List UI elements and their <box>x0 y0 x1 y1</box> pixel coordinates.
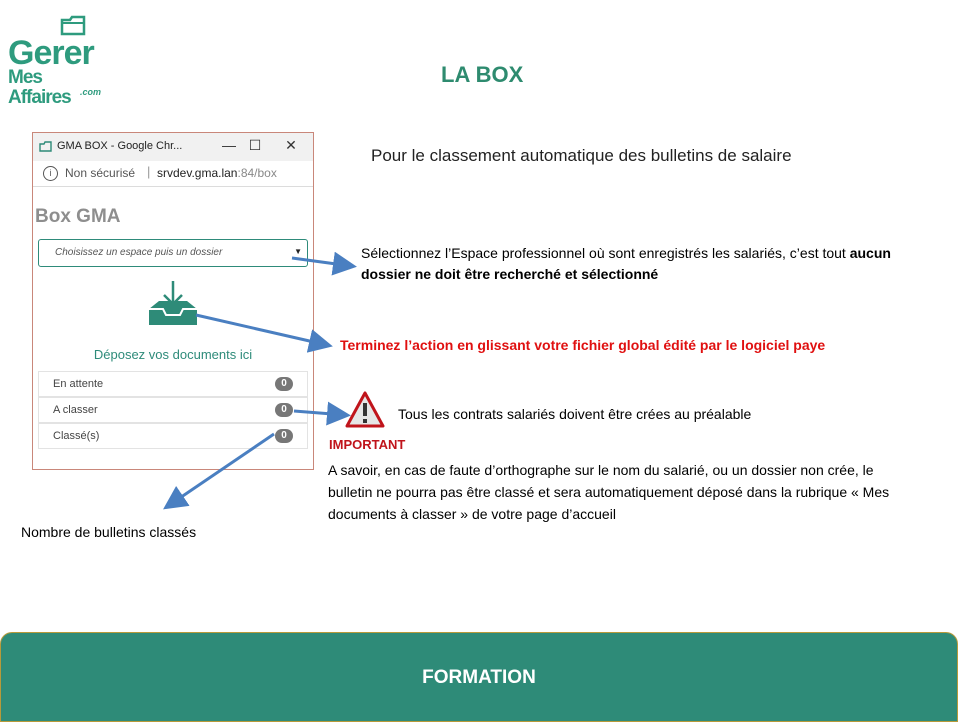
logo-word-com: .com <box>80 87 102 97</box>
subtitle: Pour le classement automatique des bulletins de salaire <box>371 146 792 165</box>
count-badge: 0 <box>275 403 293 417</box>
url-host: srvdev.gma.lan <box>157 166 238 180</box>
page-title: LA BOX <box>441 62 524 87</box>
logo-word-mes-affaires: Mes Affaires <box>8 67 71 108</box>
arrow-to-select <box>292 258 351 266</box>
security-label: Non sécurisé <box>65 166 136 180</box>
annotation-classified-count: Nombre de bulletins classés <box>21 524 197 540</box>
annotation-select-space-bold: aucun dossier ne doit être recherché et sélectionné <box>361 245 891 282</box>
browser-tab-title: GMA BOX - Google Chr... <box>57 140 183 152</box>
select-placeholder: Choisissez un espace puis un dossier <box>55 247 223 258</box>
annotation-spelling-note: A savoir, en cas de faute d’orthographe sur le nom du salarié, ou un dossier non crée, le bulletin ne pourra pas être classé et sera automatiquement déposé dans la rubrique « Mes documents à classer » de votre page d’accueil <box>328 462 890 522</box>
annotation-drag-file: Terminez l’action en glissant votre fichier global édité par le logiciel paye <box>340 337 826 353</box>
maximize-button[interactable]: ☐ <box>248 137 262 153</box>
drop-zone-label[interactable]: Déposez vos documents ici <box>93 347 253 362</box>
address-separator: | <box>147 164 151 179</box>
url-path: :84/box <box>237 166 277 180</box>
count-badge: 0 <box>275 429 293 443</box>
annotation-select-space-text: Sélectionnez l’Espace professionnel où sont enregistrés les salariés, c’est tout <box>361 245 850 261</box>
caret-down-icon: ▼ <box>294 247 302 256</box>
list-item-label: A classer <box>53 404 98 416</box>
info-icon[interactable]: i <box>43 166 58 181</box>
close-button[interactable]: ✕ <box>285 137 297 153</box>
list-item-label: En attente <box>53 378 104 390</box>
list-item-label: Classé(s) <box>53 430 100 442</box>
arrow-to-count <box>168 434 274 506</box>
arrow-to-warning <box>294 411 345 415</box>
count-badge: 0 <box>275 377 293 391</box>
annotation-contracts: Tous les contrats salariés doivent être crées au préalable <box>398 406 752 422</box>
arrow-to-drop <box>196 315 327 345</box>
important-label: IMPORTANT <box>329 437 406 452</box>
minimize-button[interactable]: — <box>222 137 236 153</box>
box-title: Box GMA <box>35 206 121 227</box>
footer-banner <box>0 632 958 722</box>
logo-word-gerer: Gerer <box>8 34 94 72</box>
footer-label: FORMATION <box>422 667 536 688</box>
